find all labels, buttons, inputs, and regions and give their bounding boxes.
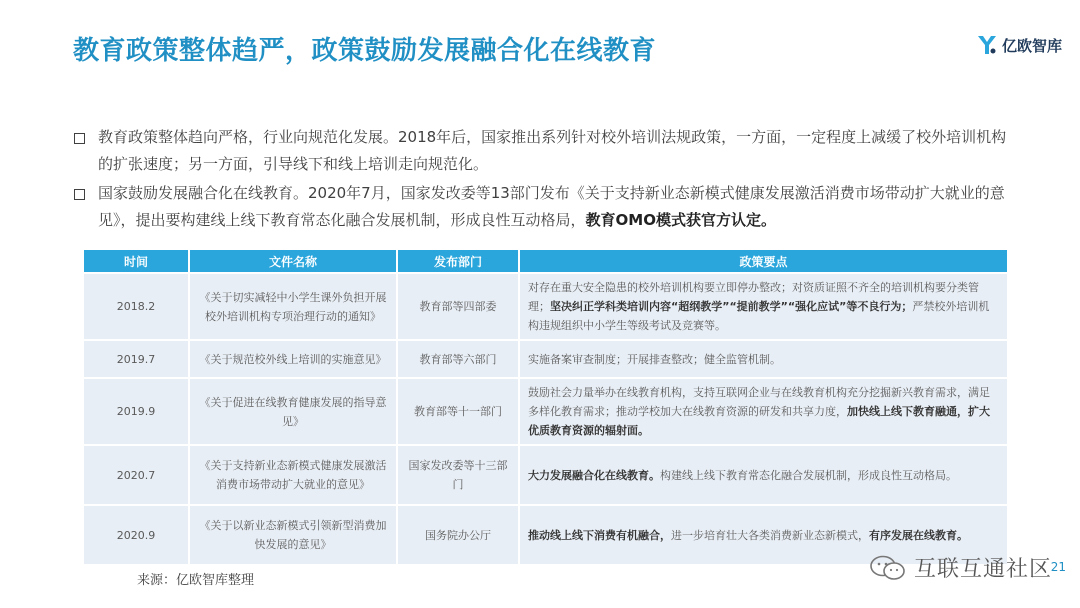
page-number: 21: [1050, 560, 1066, 574]
points-text: 对存在重大安全隐患的校外培训机构要立即停办整改；对资质证照不齐全的培训机构要分类管理；: [528, 281, 979, 313]
cell-time: 2018.2: [84, 274, 188, 339]
bullet-list: [74, 124, 1014, 236]
square-bullet-icon: [74, 133, 85, 144]
column-header-key-points: 政策要点: [520, 250, 1007, 272]
cell-key-points: [520, 379, 1007, 444]
cell-department: 教育部等六部门: [398, 341, 518, 377]
cell-document: 《关于规范校外线上培训的实施意见》: [190, 341, 396, 377]
cell-document: 《关于切实减轻中小学生课外负担开展校外培训机构专项治理行动的通知》: [190, 274, 396, 339]
points-text: 进一步培育壮大各类消费新业态新模式，: [671, 528, 869, 542]
cell-department: 国家发改委等十三部门: [398, 446, 518, 504]
square-bullet-icon: [74, 189, 85, 200]
cell-time: 2020.9: [84, 506, 188, 564]
watermark: [868, 552, 1052, 583]
cell-document: 《关于支持新业态新模式健康发展激活消费市场带动扩大就业的意见》: [190, 446, 396, 504]
table-row: [84, 274, 1007, 339]
points-emphasis: 推动线上线下消费有机融合，: [528, 528, 671, 542]
wechat-icon: [868, 554, 908, 582]
logo-text: 亿欧智库: [1001, 36, 1062, 55]
points-text: 鼓励社会力量举办在线教育机构，支持互联网企业与在线教育机构充分挖掘新兴教育需求，满足多样化教育需求；推动学校加大在线教育资源的研发和共享力度，: [528, 386, 990, 418]
cell-department: 教育部等十一部门: [398, 379, 518, 444]
points-emphasis: 坚决纠正学科类培训内容“超纲教学”“提前教学”“强化应试”等不良行为；: [550, 300, 913, 313]
table-header-row: [84, 250, 1007, 272]
points-emphasis: 有序发展在线教育。: [869, 528, 968, 542]
brand-logo: [976, 34, 1062, 56]
bullet-text: 国家鼓励发展融合化在线教育。2020年7月，国家发改委等13部门发布《关于支持新业态新模式健康发展激活消费市场带动扩大就业的意见》，提出要构建线上线下教育常态化融合发展机制，形成良性互动格局，: [98, 184, 1005, 229]
points-text: 实施备案审查制度；开展排查整改；健全监管机制。: [528, 352, 781, 366]
cell-time: 2019.7: [84, 341, 188, 377]
points-text: 构建线上线下教育常态化融合发展机制，形成良性互动格局。: [660, 468, 957, 482]
table-row: [84, 341, 1007, 377]
page-title: 教育政策整体趋严，政策鼓励发展融合化在线教育: [73, 36, 657, 66]
column-header-time: 时间: [84, 250, 188, 272]
cell-key-points: [520, 274, 1007, 339]
bullet-emphasis: 教育OMO模式获官方认定。: [585, 211, 776, 229]
source-note: 来源：亿欧智库整理: [137, 573, 255, 588]
points-emphasis: 加快线上线下教育融通，扩大优质教育资源的辐射面。: [528, 405, 990, 437]
bullet-item: [74, 124, 1014, 178]
cell-department: 教育部等四部委: [398, 274, 518, 339]
watermark-text: 互联互通社区: [913, 557, 1052, 582]
points-text: 严禁校外培训机构违规组织中小学生等级考试及竞赛等。: [528, 300, 990, 332]
cell-department: 国务院办公厅: [398, 506, 518, 564]
points-emphasis: 大力发展融合化在线教育。: [528, 468, 660, 482]
bullet-text: 教育政策整体趋向严格，行业向规范化发展。2018年后，国家推出系列针对校外培训法规政策，一方面，一定程度上减缓了校外培训机构的扩张速度；另一方面，引导线下和线上培训走向规范化。: [98, 128, 1007, 173]
table-row: [84, 446, 1007, 504]
cell-key-points: [520, 446, 1007, 504]
cell-time: 2020.7: [84, 446, 188, 504]
yiou-logo-icon: [976, 34, 998, 56]
column-header-department: 发布部门: [398, 250, 518, 272]
cell-document: 《关于以新业态新模式引领新型消费加快发展的意见》: [190, 506, 396, 564]
cell-key-points: [520, 341, 1007, 377]
column-header-document: 文件名称: [190, 250, 396, 272]
bullet-item: [74, 180, 1014, 234]
policy-table: [82, 248, 1009, 566]
cell-time: 2019.9: [84, 379, 188, 444]
table-row: [84, 379, 1007, 444]
cell-document: 《关于促进在线教育健康发展的指导意见》: [190, 379, 396, 444]
